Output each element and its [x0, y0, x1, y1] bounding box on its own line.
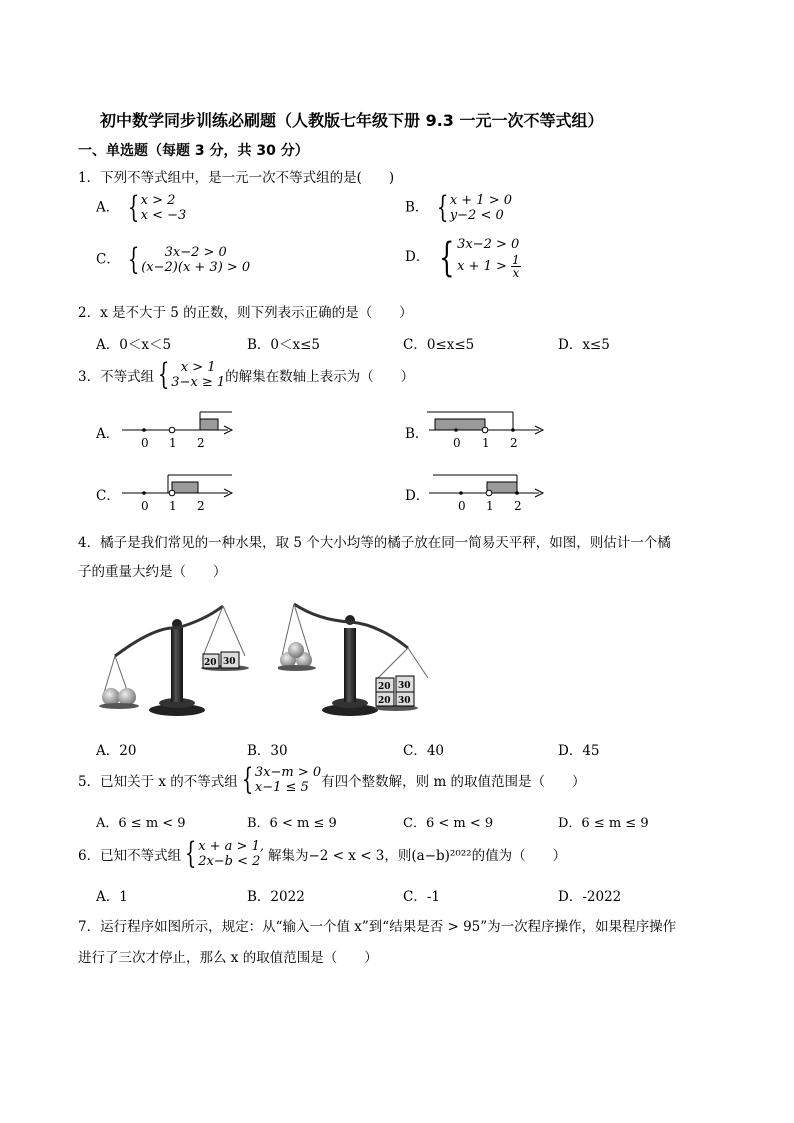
tick-label: 2: [197, 499, 205, 513]
tick-label: 1: [169, 499, 177, 513]
q3-numberline-b[interactable]: [425, 405, 550, 450]
weight-label: 30: [398, 696, 411, 706]
q6-option-d[interactable]: D．-2022: [558, 889, 622, 905]
q2-option-d[interactable]: D．x≤5: [558, 337, 610, 353]
brace-icon: {: [127, 190, 139, 225]
ineq-line: y−2 < 0: [449, 208, 504, 223]
q4-option-a[interactable]: A．20: [96, 743, 137, 759]
q2-option-a[interactable]: A．0＜x＜5: [96, 337, 172, 353]
q3-option-a-label[interactable]: A．: [96, 426, 120, 442]
ineq-line: 3−x ≥ 1: [171, 375, 226, 390]
ineq-line: x > 1: [180, 360, 216, 375]
q6-option-a[interactable]: A．1: [96, 889, 128, 905]
q3-numberline-a[interactable]: [120, 405, 240, 450]
q4-option-c[interactable]: C．40: [403, 743, 445, 759]
ineq-line: x + 1 >: [457, 259, 507, 274]
q3-option-b-label[interactable]: B．: [405, 426, 429, 442]
tick-label: 1: [486, 499, 494, 513]
q2-option-c[interactable]: C．0≤x≤5: [403, 337, 475, 353]
tick-label: 0: [141, 499, 149, 513]
balance-scale-1-figure: [95, 598, 255, 718]
q1-option-d[interactable]: [405, 236, 521, 279]
fraction: $\frac{1}{x}$: [512, 253, 520, 280]
q1-option-a[interactable]: [96, 190, 187, 225]
ineq-line: x−1 ≤ 5: [254, 780, 309, 795]
q2-option-b[interactable]: B．0＜x≤5: [247, 337, 321, 353]
ineq-line: x > 2: [140, 193, 176, 208]
brace-icon: {: [157, 357, 170, 392]
option-label: C．: [96, 251, 120, 268]
q5-option-c[interactable]: C．6 < m < 9: [403, 816, 494, 831]
option-label: D．: [405, 249, 430, 265]
q4-stem-line2: 子的重量大约是（ ）: [78, 564, 227, 580]
ineq-line: x + a > 1,: [198, 839, 264, 854]
option-label: A．: [96, 199, 120, 216]
tick-label: 0: [141, 436, 149, 450]
q3-numberline-d[interactable]: [425, 468, 555, 513]
q7-stem-line1: 7．运行程序如图所示，规定：从“输入一个值 x”到“结果是否 > 95”为一次程序操作，如果程序操作: [78, 919, 677, 935]
tick-label: 1: [482, 436, 490, 450]
tick-label: 2: [514, 499, 522, 513]
tick-label: 0: [458, 499, 466, 513]
q4-option-b[interactable]: B．30: [247, 743, 288, 759]
option-label: B．: [405, 199, 429, 216]
q1-option-c[interactable]: [96, 242, 251, 277]
ineq-line: (x−2)(x + 3) > 0: [141, 260, 251, 275]
weight-label: 30: [223, 657, 236, 667]
weight-label: 20: [378, 696, 391, 706]
q7-stem-line2: 进行了三次才停止，那么 x 的取值范围是（ ）: [78, 950, 378, 966]
ineq-line: 3x−2 > 0: [164, 245, 227, 260]
brace-icon: {: [438, 234, 454, 281]
balance-scale-2-figure: [278, 598, 438, 718]
brace-icon: {: [184, 836, 197, 871]
q1-stem: 1．下列不等式组中，是一元一次不等式组的是( ): [78, 170, 395, 186]
tick-label: 0: [453, 436, 461, 450]
q3-option-c-label[interactable]: C．: [96, 488, 120, 504]
ineq-line: 3x−m > 0: [254, 765, 322, 780]
q5-option-a[interactable]: A．6 ≤ m < 9: [96, 816, 186, 831]
ineq-line: 3x−2 > 0: [457, 237, 520, 252]
q3-option-d-label[interactable]: D．: [405, 488, 430, 504]
section-heading: 一、单选题（每题 3 分，共 30 分）: [78, 143, 309, 159]
q2-stem: 2．x 是不大于 5 的正数，则下列表示正确的是（ ）: [78, 305, 413, 321]
q6-option-c[interactable]: C．-1: [403, 889, 440, 905]
tick-label: 2: [197, 436, 205, 450]
q5-option-b[interactable]: B．6 < m ≤ 9: [247, 816, 337, 831]
q1-option-b[interactable]: [405, 190, 513, 225]
q5-option-d[interactable]: D．6 ≤ m ≤ 9: [558, 816, 649, 831]
ineq-line: 2x−b < 2: [198, 854, 261, 869]
q4-stem-line1: 4．橘子是我们常见的一种水果，取 5 个大小均等的橘子放在同一简易天平秤，如图，则估计一个橘: [78, 535, 671, 551]
q6-stem: 6．已知不等式组 { x + a > 1, 2x−b < 2 解集为−2 < x < 3，则(a−b)²⁰²²的值为（ ）: [78, 836, 567, 871]
q3-stem: 3．不等式组 { x > 1 3−x ≥ 1 的解集在数轴上表示为（ ）: [78, 357, 415, 392]
brace-icon: {: [241, 762, 254, 797]
q4-option-d[interactable]: D．45: [558, 743, 600, 759]
brace-icon: {: [127, 242, 140, 277]
brace-icon: {: [436, 190, 448, 225]
ineq-line: x < −3: [140, 208, 187, 223]
q3-numberline-c[interactable]: [120, 468, 240, 513]
ineq-line: x + 1 > 0: [449, 193, 513, 208]
weight-label: 20: [204, 658, 217, 668]
tick-label: 2: [510, 436, 518, 450]
page-title: 初中数学同步训练必刷题（人教版七年级下册 9.3 一元一次不等式组）: [100, 111, 604, 130]
q6-option-b[interactable]: B．2022: [247, 889, 305, 905]
weight-label: 20: [378, 682, 391, 692]
tick-label: 1: [169, 436, 177, 450]
weight-label: 30: [398, 681, 411, 691]
q5-stem: 5．已知关于 x 的不等式组 { 3x−m > 0 x−1 ≤ 5 有四个整数解，则 m 的取值范围是（ ）: [78, 762, 586, 797]
